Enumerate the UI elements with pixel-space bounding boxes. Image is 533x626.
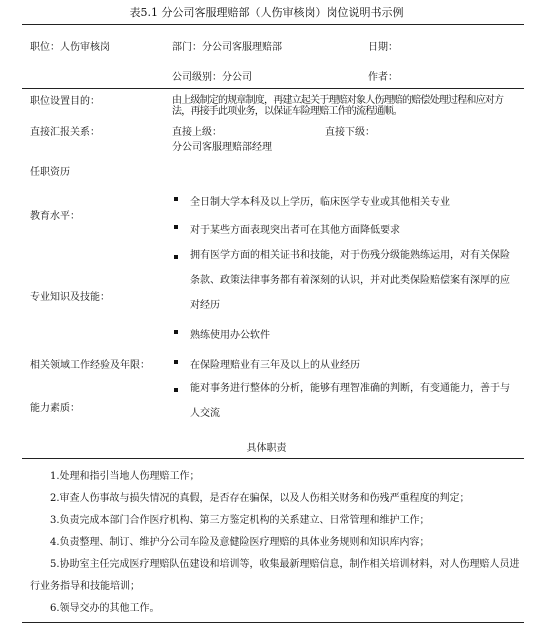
position-field: 职位：人伤审核岗 bbox=[30, 42, 110, 53]
education-label: 教育水平： bbox=[30, 211, 80, 222]
purpose-text: 由上级制定的规章制度，再建立起关于理赔对象人伤理赔的赔偿处理过程和应对方法，再接手此项业务，以保证车险理赔工作的流程通顺。 bbox=[172, 95, 504, 117]
duty-item: 1.处理和指引当地人伤理赔工作； bbox=[50, 471, 200, 482]
superior-value: 分公司客服理赔部经理 bbox=[172, 142, 272, 153]
bullet-marker bbox=[174, 360, 178, 364]
header-rule bbox=[22, 88, 524, 89]
ability-label: 能力素质： bbox=[30, 403, 80, 414]
department-field: 部门：分公司客服理赔部 bbox=[172, 42, 282, 53]
bullet-marker bbox=[174, 255, 178, 259]
qualifications-label: 任职资历 bbox=[30, 167, 70, 178]
duty-item: 6.领导交办的其他工作。 bbox=[50, 603, 160, 614]
bullet-marker bbox=[174, 197, 178, 201]
top-rule bbox=[22, 24, 524, 25]
author-field: 作者： bbox=[368, 72, 398, 83]
duty-item: 3.负责完成本部门合作医疗机构、第三方鉴定机构的关系建立、日常管理和维护工作； bbox=[50, 515, 430, 526]
duty-item: 5.协助室主任完成医疗理赔队伍建设和培训等，收集最新理赔信息，制作相关培训材料，对人伤理赔人员进行业务指导和技能培训； bbox=[30, 559, 520, 592]
ability-item: 能对事务进行整体的分析，能够有理智准确的判断，有变通能力，善于与人交流 bbox=[190, 383, 510, 419]
bullet-marker bbox=[174, 388, 178, 392]
education-item: 全日制大学本科及以上学历，临床医学专业或其他相关专业 bbox=[190, 197, 450, 208]
bullet-marker bbox=[174, 225, 178, 229]
date-field: 日期： bbox=[368, 42, 398, 53]
duty-item: 2.审查人伤事故与损失情况的真假，是否存在骗保，以及人伤相关财务和伤残严重程度的判定； bbox=[50, 493, 470, 504]
subordinate-label: 直接下级： bbox=[325, 127, 375, 138]
knowledge-item: 拥有医学方面的相关证书和技能，对于伤残分级能熟练运用，对有关保险条款、政策法律事务都有着深刻的认识，并对此类保险赔偿案有深厚的应对经历 bbox=[190, 250, 510, 311]
company-level-field: 公司级别：分公司 bbox=[172, 72, 252, 83]
knowledge-label: 专业知识及技能： bbox=[30, 292, 110, 303]
duty-item: 4.负责整理、制订、维护分公司车险及意健险医疗理赔的具体业务规则和知识库内容； bbox=[50, 537, 430, 548]
superior-label: 直接上级： bbox=[172, 127, 222, 138]
duties-heading: 具体职责 bbox=[246, 443, 287, 454]
duties-rule bbox=[22, 458, 524, 459]
experience-item: 在保险理赔业有三年及以上的从业经历 bbox=[190, 360, 360, 371]
bottom-rule bbox=[22, 622, 524, 623]
bullet-marker bbox=[174, 330, 178, 334]
experience-label: 相关领域工作经验及年限： bbox=[30, 360, 150, 371]
knowledge-item: 熟练使用办公软件 bbox=[190, 330, 270, 341]
page-title: 表5.1 分公司客服理赔部（人伤审核岗）岗位说明书示例 bbox=[129, 6, 404, 19]
education-item: 对于某些方面表现突出者可在其他方面降低要求 bbox=[190, 225, 400, 236]
purpose-label: 职位设置目的： bbox=[30, 96, 100, 107]
reporting-label: 直接汇报关系： bbox=[30, 127, 100, 138]
